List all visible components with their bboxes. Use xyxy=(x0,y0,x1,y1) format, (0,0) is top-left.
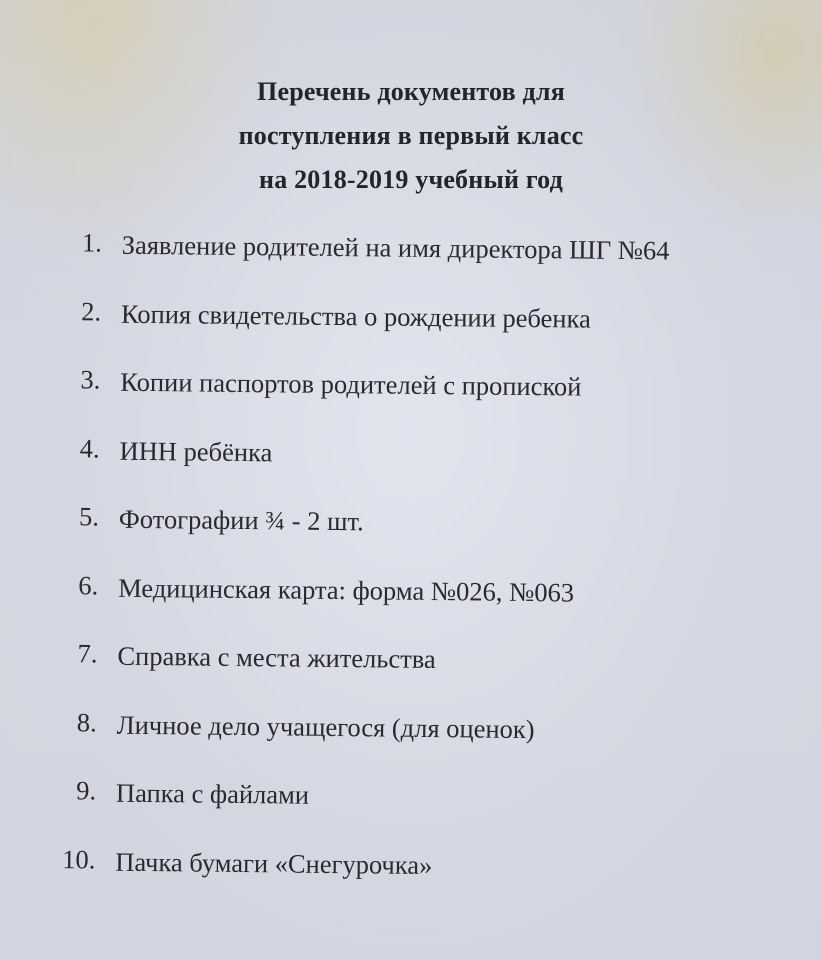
document-title xyxy=(0,70,822,202)
documents-list xyxy=(45,222,792,915)
list-item-text: Медицинская карта: форма №026, №063 xyxy=(118,572,575,607)
list-item-number: 1. xyxy=(81,227,102,258)
list-item-text: Копии паспортов родителей с пропиской xyxy=(120,366,582,402)
list-item-text: Личное дело учащегося (для оценок) xyxy=(116,709,535,744)
list-item-number: 8. xyxy=(76,706,97,737)
list-item xyxy=(45,838,786,914)
list-item-text: Заявление родителей на имя директора ШГ №64 xyxy=(121,229,670,266)
list-item-number: 9. xyxy=(76,775,97,806)
title-line-2: поступления в первый класс xyxy=(238,121,584,150)
list-item-number: 6. xyxy=(78,569,99,601)
list-item-number: 10. xyxy=(62,843,96,874)
list-item xyxy=(46,770,787,846)
list-item xyxy=(48,564,789,640)
list-item xyxy=(51,222,792,298)
list-item xyxy=(46,701,787,777)
list-item-text: ИНН ребёнка xyxy=(119,435,273,467)
title-line-3: на 2018-2019 учебный год xyxy=(259,165,563,194)
list-item-number: 4. xyxy=(79,432,100,464)
list-item-text: Копия свидетельства о рождении ребенка xyxy=(120,298,591,334)
list-item-text: Папка с файлами xyxy=(115,777,310,810)
list-item-number: 5. xyxy=(78,501,100,532)
list-item xyxy=(49,427,790,503)
list-item-number: 7. xyxy=(77,638,98,669)
list-item xyxy=(47,633,788,709)
list-item-text: Справка с места жительства xyxy=(117,640,436,675)
list-item xyxy=(48,496,789,572)
list-item-number: 2. xyxy=(81,295,102,327)
list-item-number: 3. xyxy=(80,364,101,395)
title-line-1: Перечень документов для xyxy=(257,77,565,106)
list-item xyxy=(51,290,792,366)
list-item xyxy=(50,359,791,435)
list-item-text: Фотографии ¾ - 2 шт. xyxy=(118,503,364,537)
list-item-text: Пачка бумаги «Снегурочка» xyxy=(115,846,433,880)
